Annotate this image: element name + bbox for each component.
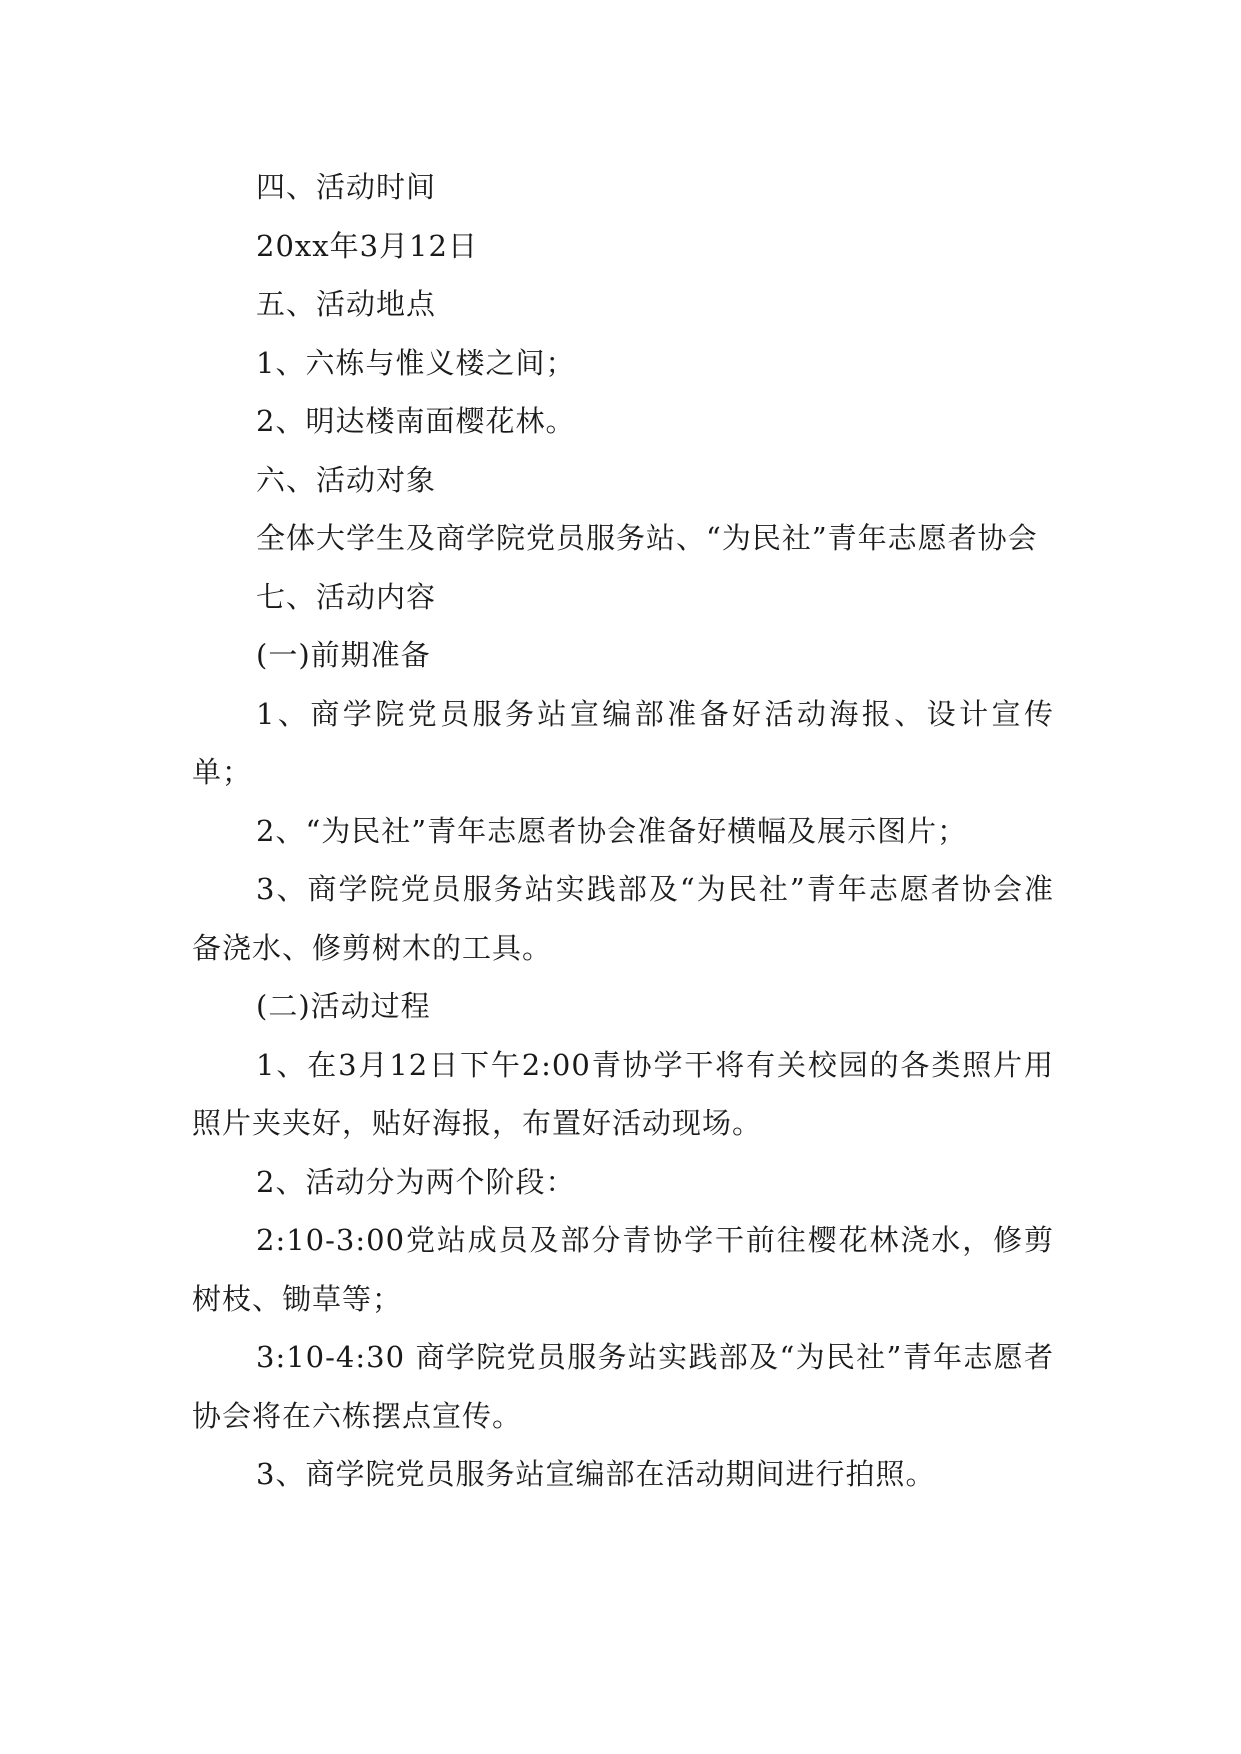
preparation-item: 2、“为民社”青年志愿者协会准备好横幅及展示图片； [256, 813, 968, 848]
section-heading-audience: 六、活动对象 [256, 462, 437, 497]
preparation-item: 3、商学院党员服务站实践部及“为民社”青年志愿者协会准备浇水、修剪树木的工具。 [192, 872, 1054, 965]
section-heading-content: 七、活动内容 [256, 579, 437, 614]
location-item: 1、六栋与惟义楼之间； [256, 345, 576, 380]
subsection-heading-process: (二)活动过程 [256, 989, 431, 1023]
section-heading-time: 四、活动时间 [256, 170, 437, 204]
process-item: 1、在3月12日下午2:00青协学干将有关校园的各类照片用照片夹夹好，贴好海报，布置好活动现场。 [192, 1047, 1054, 1140]
process-stage: 3:10-4:30 商学院党员服务站实践部及“为民社”青年志愿者协会将在六栋摆点宣传。 [192, 1340, 1054, 1433]
subsection-heading-preparation: (一)前期准备 [256, 638, 431, 672]
process-item: 3、商学院党员服务站宣编部在活动期间进行拍照。 [256, 1457, 936, 1491]
preparation-item: 1、商学院党员服务站宣编部准备好活动海报、设计宣传单； [192, 696, 1054, 789]
process-item: 2、活动分为两个阶段： [256, 1164, 576, 1199]
audience-text: 全体大学生及商学院党员服务站、“为民社”青年志愿者协会 [256, 521, 1038, 555]
location-item: 2、明达楼南面樱花林。 [256, 404, 576, 438]
document-body [192, 158, 1054, 1504]
activity-date: 20xx年3月12日 [256, 228, 478, 263]
process-stage: 2:10-3:00党站成员及部分青协学干前往樱花林浇水，修剪树枝、锄草等； [192, 1223, 1054, 1316]
section-heading-location: 五、活动地点 [256, 287, 437, 321]
